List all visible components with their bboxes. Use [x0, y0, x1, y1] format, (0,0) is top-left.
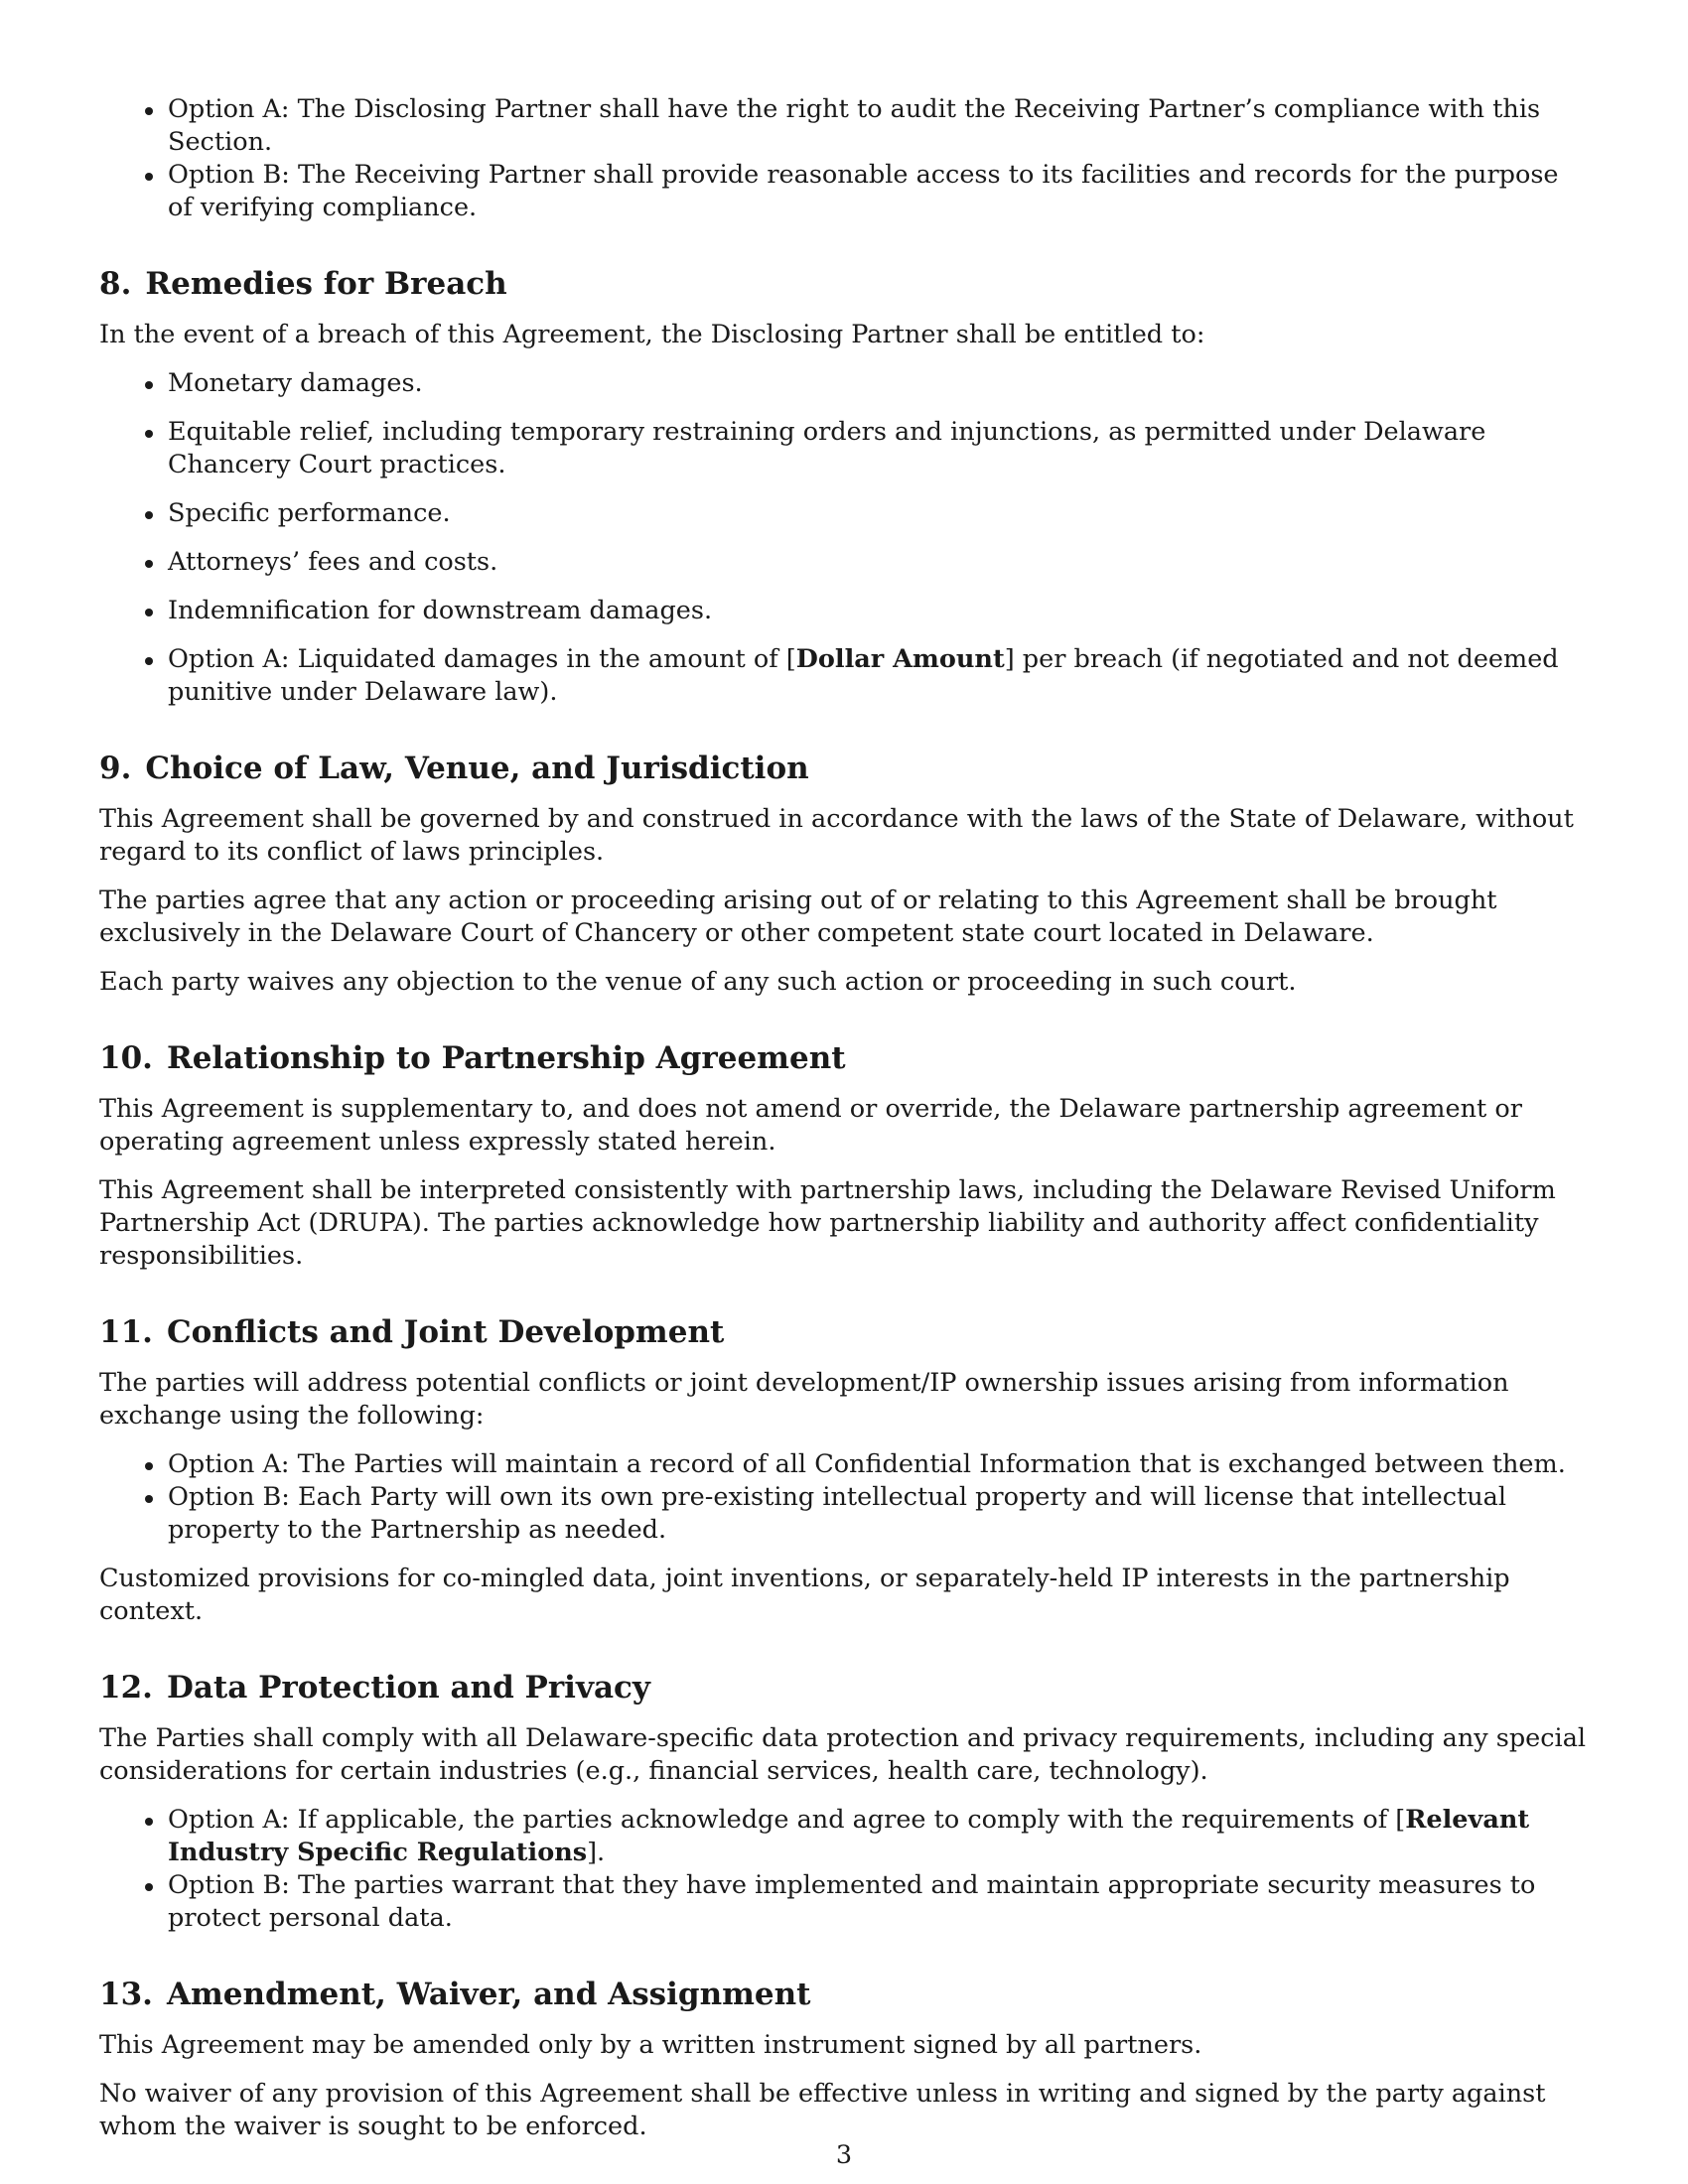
section-number: 12.	[99, 1670, 153, 1706]
list-item: Option B: The parties warrant that they have implemented and maintain appropriate security measures to protect personal data.	[168, 1869, 1589, 1935]
section-number: 11.	[99, 1314, 153, 1350]
list-item: Option B: Each Party will own its own pre-existing intellectual property and will license that intellectual property to the Partnership as needed.	[168, 1481, 1589, 1547]
placeholder-regulations: Relevant Industry Specific Regulations	[168, 1805, 1530, 1867]
section-title: Amendment, Waiver, and Assignment	[166, 1977, 811, 2012]
section-8-heading	[99, 264, 1589, 304]
paragraph: The parties will address potential conflicts or joint development/IP ownership issues arising from information exchange using the following:	[99, 1368, 1509, 1431]
page-number: 3	[835, 2140, 853, 2170]
section-8-intro: In the event of a breach of this Agreement, the Disclosing Partner shall be entitled to:	[99, 320, 1205, 349]
section-13-heading	[99, 1975, 1589, 2014]
list-item: Monetary damages.	[168, 367, 1589, 400]
paragraph: Customized provisions for co-mingled data, joint inventions, or separately-held IP interests in the partnership context.	[99, 1564, 1510, 1626]
section-9-heading	[99, 749, 1589, 788]
placeholder-dollar-amount: Dollar Amount	[795, 644, 1005, 674]
paragraph: The parties agree that any action or proceeding arising out of or relating to this Agreement shall be brought exclusively in the Delaware Court of Chancery or other competent state court located in Delaware.	[99, 886, 1497, 948]
document-page	[99, 93, 1589, 2159]
list-item	[168, 1804, 1589, 1869]
section-title: Choice of Law, Venue, and Jurisdiction	[145, 751, 809, 786]
list-item: Equitable relief, including temporary restraining orders and injunctions, as permitted under Delaware Chancery Court practices.	[168, 416, 1589, 481]
text-segment: ] per breach (if negotiated and not deemed punitive under Delaware law).	[168, 644, 1559, 707]
section-title: Remedies for Breach	[145, 266, 507, 302]
section-7-options-list	[99, 93, 1589, 224]
list-item: Option A: The Parties will maintain a record of all Confidential Information that is exchanged between them.	[168, 1448, 1589, 1481]
paragraph: Each party waives any objection to the venue of any such action or proceeding in such court.	[99, 967, 1297, 997]
section-number: 8.	[99, 266, 132, 302]
section-title: Relationship to Partnership Agreement	[166, 1040, 846, 1076]
section-10-heading	[99, 1038, 1589, 1078]
list-item: Option A: The Disclosing Partner shall have the right to audit the Receiving Partner’s compliance with this Section.	[168, 93, 1589, 159]
paragraph: This Agreement shall be governed by and construed in accordance with the laws of the State of Delaware, without regard to its conflict of laws principles.	[99, 804, 1574, 867]
paragraph: This Agreement shall be interpreted consistently with partnership laws, including the Delaware Revised Uniform Partnership Act (DRUPA). The parties acknowledge how partnership liability and authority affect confidentiality responsibilities.	[99, 1175, 1556, 1271]
privacy-options-list	[99, 1804, 1589, 1935]
list-item	[168, 643, 1589, 709]
text-segment: Option A: Liquidated damages in the amount of [	[168, 644, 796, 674]
section-number: 10.	[99, 1040, 153, 1076]
section-title: Conflicts and Joint Development	[166, 1314, 725, 1350]
list-item: Specific performance.	[168, 497, 1589, 530]
paragraph: No waiver of any provision of this Agreement shall be effective unless in writing and signed by the party against whom the waiver is sought to be enforced.	[99, 2079, 1546, 2141]
paragraph: This Agreement may be amended only by a written instrument signed by all partners.	[99, 2030, 1202, 2060]
ip-options-list	[99, 1448, 1589, 1547]
list-item: Indemnification for downstream damages.	[168, 595, 1589, 627]
text-segment: Option A: If applicable, the parties acknowledge and agree to comply with the requirements of [	[168, 1805, 1406, 1835]
section-12-heading	[99, 1668, 1589, 1707]
text-segment: ].	[587, 1838, 606, 1867]
section-number: 13.	[99, 1977, 153, 2012]
section-number: 9.	[99, 751, 132, 786]
section-title: Data Protection and Privacy	[166, 1670, 650, 1706]
list-item: Attorneys’ fees and costs.	[168, 546, 1589, 579]
remedies-list	[99, 367, 1589, 709]
paragraph: The Parties shall comply with all Delaware-specific data protection and privacy requirements, including any special considerations for certain industries (e.g., financial services, health care, technology).	[99, 1723, 1587, 1786]
section-11-heading	[99, 1312, 1589, 1352]
list-item: Option B: The Receiving Partner shall provide reasonable access to its facilities and records for the purpose of verifying compliance.	[168, 159, 1589, 224]
paragraph: This Agreement is supplementary to, and does not amend or override, the Delaware partnership agreement or operating agreement unless expressly stated herein.	[99, 1094, 1522, 1157]
